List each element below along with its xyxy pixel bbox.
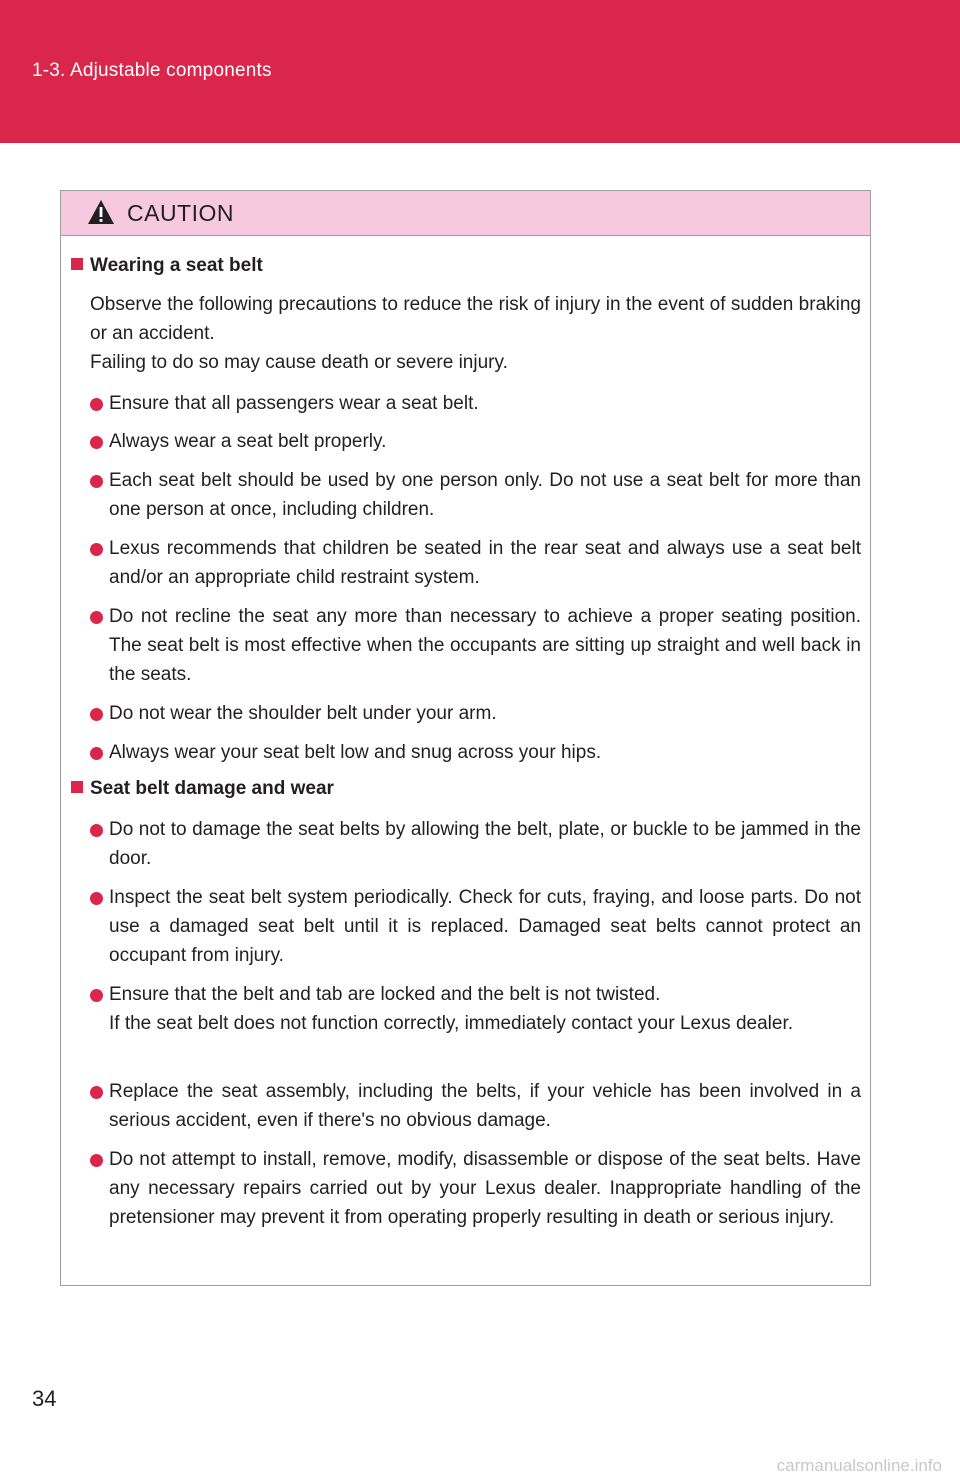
list-item: Replace the seat assembly, including the belts, if your vehicle has been involved in a serious accident, even if there's no obvious damage.	[90, 1077, 861, 1135]
square-bullet-icon	[71, 781, 83, 793]
bullet-dot-icon	[90, 824, 103, 837]
bullet-dot-icon	[90, 398, 103, 411]
list-item: Do not recline the seat any more than necessary to achieve a proper seating position. The seat belt is most effective when the occupants are sitting up straight and well back in the seats.	[90, 602, 861, 689]
page-number: 34	[32, 1386, 57, 1411]
intro-text: Observe the following precautions to reduce the risk of injury in the event of sudden braking or an accident.	[90, 294, 861, 344]
list-item: Always wear a seat belt properly.	[90, 427, 861, 456]
bullet-dot-icon	[90, 436, 103, 449]
bullet-dot-icon	[90, 708, 103, 721]
list-item: Each seat belt should be used by one person only. Do not use a seat belt for more than one person at once, including children.	[90, 466, 861, 524]
bullet-dot-icon	[90, 475, 103, 488]
bullet-dot-icon	[90, 1154, 103, 1167]
watermark: carmanualsonline.info	[776, 1456, 942, 1475]
list-item: Do not wear the shoulder belt under your arm.	[90, 699, 861, 728]
section-title: 1-3. Adjustable components	[32, 60, 272, 81]
section-heading-wearing: Wearing a seat belt	[71, 255, 263, 277]
list-item: Do not to damage the seat belts by allowing the belt, plate, or buckle to be jammed in the door.	[90, 815, 861, 873]
caution-header	[61, 191, 870, 236]
square-bullet-icon	[71, 258, 83, 270]
caution-box	[60, 190, 871, 1286]
bullet-dot-icon	[90, 892, 103, 905]
bullet-dot-icon	[90, 747, 103, 760]
bullet-dot-icon	[90, 1086, 103, 1099]
intro-warning-text: Failing to do so may cause death or severe injury.	[90, 352, 508, 373]
list-item: Ensure that all passengers wear a seat belt.	[90, 389, 861, 418]
list-item: Do not attempt to install, remove, modify, disassemble or dispose of the seat belts. Have any necessary repairs carried out by your Lexus dealer. Inappropriate handling of the pretensioner may prevent it from operating properly resulting in death or serious injury.	[90, 1145, 861, 1232]
list-item: Inspect the seat belt system periodically. Check for cuts, fraying, and loose parts. Do not use a damaged seat belt until it is replaced. Damaged seat belts cannot protect an occupant from injury.	[90, 883, 861, 970]
caution-label: CAUTION	[127, 200, 234, 226]
list-item: Ensure that the belt and tab are locked and the belt is not twisted. If the seat belt does not function correctly, immediately contact your Lexus dealer.	[90, 980, 861, 1038]
bullet-dot-icon	[90, 543, 103, 556]
header-band	[0, 0, 960, 143]
list-item: Lexus recommends that children be seated in the rear seat and always use a seat belt and/or an appropriate child restraint system.	[90, 534, 861, 592]
list-item-extra: If the seat belt does not function correctly, immediately contact your Lexus dealer.	[109, 1013, 794, 1034]
bullet-dot-icon	[90, 989, 103, 1002]
bullet-dot-icon	[90, 611, 103, 624]
list-item: Always wear your seat belt low and snug across your hips.	[90, 738, 861, 767]
section-heading-damage: Seat belt damage and wear	[71, 778, 334, 800]
warning-triangle-icon	[87, 199, 115, 225]
